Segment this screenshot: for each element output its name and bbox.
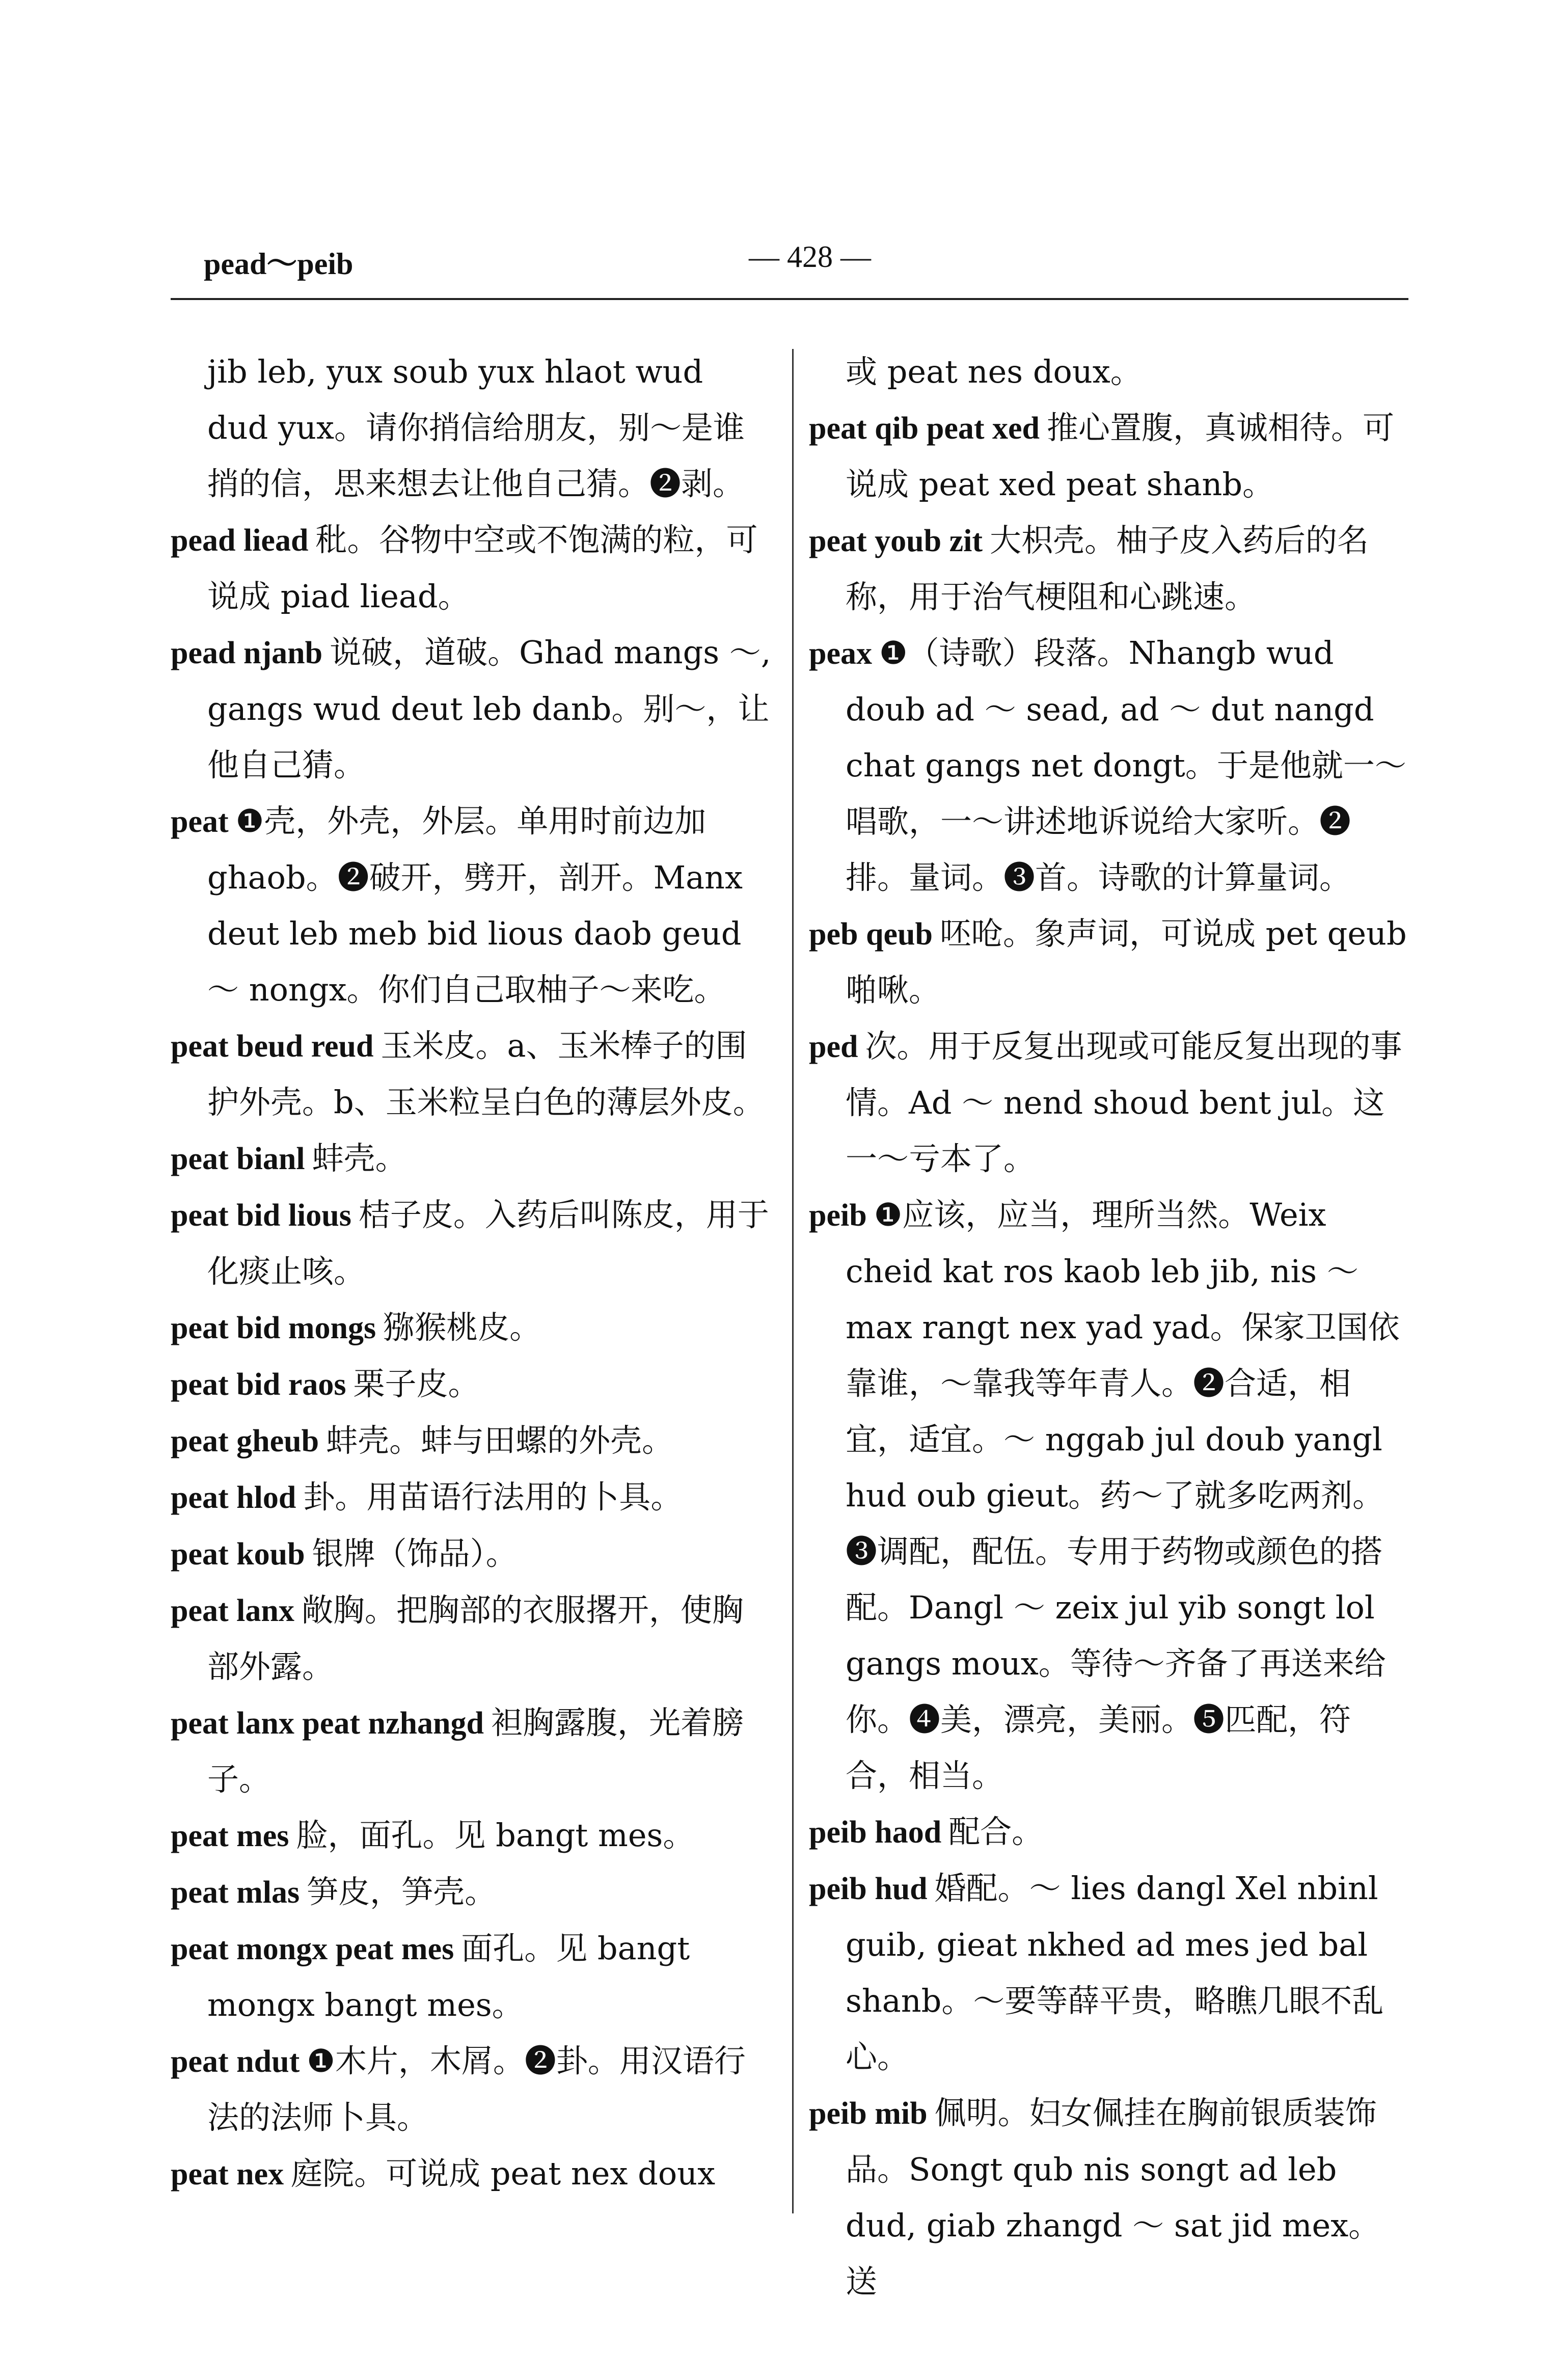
entry-definition: 蚌壳。 [312,1140,407,1177]
entry-definition: 猕猴桃皮。 [383,1309,541,1346]
dictionary-entry [171,793,772,1018]
dictionary-entry [171,1864,772,1921]
entry-definition: 蚌壳。蚌与田螺的外壳。 [326,1422,674,1459]
entry-definition: 说破，道破。Ghad mangs ～, gangs wud deut leb danb。别～，让他自己猜。 [207,634,771,783]
entry-definition: 庭院。可说成 peat nex doux [291,2155,716,2192]
dictionary-entry [809,2085,1410,2310]
entry-headword: ped [809,1030,858,1064]
header-entry-range: pead～peib [204,247,354,281]
dictionary-entry [171,2033,772,2146]
dictionary-entry [809,1187,1410,1804]
entry-definition: ❶木片，木屑。❷卦。用汉语行法的法师卜具。 [207,2042,746,2136]
entry-headword: peat koub [171,1537,305,1572]
entry-headword: peat lanx [171,1593,294,1628]
entry-headword: peat youb zit [809,524,983,558]
entry-headword: peat nex [171,2157,284,2192]
entry-definition: 银牌（饰品）。 [312,1535,518,1572]
entry-headword: peat beud reud [171,1029,374,1064]
entry-headword: pead liead [171,523,309,558]
header-rule [171,298,1408,300]
dictionary-entry [809,625,1410,906]
entry-headword: peat [171,804,229,839]
entry-headword: peib mib [809,2096,928,2131]
entry-headword: peat bid lious [171,1198,351,1233]
entry-definition: 推心置腹，真诚相待。可说成 peat xed peat shanb。 [846,409,1394,503]
dictionary-entry [809,512,1410,625]
dictionary-entry [809,906,1410,1018]
dictionary-entry [171,1807,772,1864]
dictionary-entry [809,400,1410,512]
entry-headword: peat hlod [171,1480,296,1515]
right-column [809,344,1410,2310]
dictionary-entry [171,1356,772,1413]
dictionary-entry [171,512,772,625]
entry-definition: 或 peat nes doux。 [846,353,1142,390]
entry-definition: 配合。 [948,1813,1044,1850]
page-number: — 428 — [749,240,871,274]
dictionary-entry [171,1413,772,1469]
entry-headword: peat mes [171,1819,289,1853]
dictionary-entry [809,344,1410,400]
dictionary-entry [171,1187,772,1300]
entry-definition: jib leb, yux soub yux hlaot wud dud yux。请你捎信给朋友，别～是谁捎的信，思来想去让他自己猜。❷剥。 [207,353,745,502]
page-header [204,239,1416,285]
dictionary-entry [171,1526,772,1582]
dictionary-entry [171,1921,772,2033]
entry-definition: 玉米皮。a、玉米棒子的围护外壳。b、玉米粒呈白色的薄层外皮。 [207,1027,765,1121]
dictionary-entry [171,625,772,793]
dictionary-entry [171,344,772,512]
dictionary-entry [171,1582,772,1695]
entry-definition: 秕。谷物中空或不饱满的粒，可说成 piad liead。 [207,521,758,615]
entry-definition: 敞胸。把胸部的衣服撂开，使胸部外露。 [207,1591,744,1685]
dictionary-entry [809,1860,1410,2085]
dictionary-entry [809,1018,1410,1187]
entry-definition: 栗子皮。 [353,1365,480,1402]
dictionary-entry [171,1130,772,1187]
entry-definition: 次。用于反复出现或可能反复出现的事情。Ad ～ nend shoud bent jul。这一～亏本了。 [846,1027,1402,1177]
entry-headword: pead njanb [171,636,323,670]
entry-definition: 脸，面孔。见 bangt mes。 [296,1817,695,1854]
entry-headword: peib haod [809,1815,942,1850]
entry-headword: peat ndut [171,2044,300,2079]
entry-headword: peat qib peat xed [809,411,1040,446]
entry-definition: 卦。用苗语行法用的卜具。 [303,1478,683,1516]
column-divider [792,349,794,2213]
entry-definition: 桔子皮。入药后叫陈皮，用于化痰止咳。 [207,1196,769,1290]
entry-headword: peat bid raos [171,1367,346,1402]
entry-definition: 呸呛。象声词，可说成 pet qeub 啪啾。 [846,915,1407,1009]
entry-definition: ❶壳，外壳，外层。单用时前边加 ghaob。❷破开，劈开，剖开。Manx deut leb meb bid lious daob geud ～ nongx。你们自己取柚子～来吃。 [207,802,743,1008]
dictionary-entry [171,1300,772,1356]
entry-definition: 婚配。～ lies dangl Xel nbinl guib, gieat nkhed ad mes jed bal shanb。～要等薛平贵，略瞧几眼不乱心。 [846,1870,1384,2075]
entry-headword: peb qeub [809,917,933,952]
left-column [171,344,772,2202]
entry-headword: peax [809,636,872,671]
entry-headword: peib [809,1198,867,1233]
entry-definition: 笋皮，笋壳。 [307,1873,497,1910]
entry-headword: peat bianl [171,1142,305,1176]
entry-definition: 大枳壳。柚子皮入药后的名称，用于治气梗阻和心跳速。 [846,522,1369,615]
dictionary-entry [809,1804,1410,1860]
entry-headword: peat bid mongs [171,1311,376,1345]
entry-headword: peat mongx peat mes [171,1932,454,1966]
entry-definition: ❶应该，应当，理所当然。Weix cheid kat ros kaob leb jib, nis ～ max rangt nex yad yad。保家卫国依靠谁，～靠我等年青人。❷合适，相宜，适宜。～ nggab jul doub yangl hud oub gieut。药～了就多吃两剂。❸调配，配伍。专用于药物或颜色的搭配。Dangl ～ zeix jul yib songt lol gangs moux。等待～齐备了再送来给你。❹美，漂亮，美丽。❺匹配，符合，相当。 [846,1196,1400,1794]
dictionary-entry [171,1695,772,1807]
entry-definition: 面孔。见 bangt mongx bangt mes。 [207,1930,690,2023]
entry-definition: 佩明。妇女佩挂在胸前银质装饰品。Songt qub nis songt ad leb dud, giab zhangd ～ sat jid mex。送 [846,2094,1380,2300]
entry-headword: peat lanx peat nzhangd [171,1706,484,1741]
dictionary-entry [171,1018,772,1130]
dictionary-entry [171,1469,772,1526]
entry-definition: 袒胸露腹，光着膀子。 [207,1704,744,1798]
dictionary-entry [171,2146,772,2202]
entry-definition: ❶（诗歌）段落。Nhangb wud doub ad ～ sead, ad ～ dut nangd chat gangs net dongt。于是他就一～唱歌，一～讲述地诉说给大家听。❷排。量词。❸首。诗歌的计算量词。 [846,634,1406,896]
entry-headword: peat gheub [171,1424,319,1458]
entry-headword: peib hud [809,1872,928,1906]
entry-headword: peat mlas [171,1875,300,1910]
